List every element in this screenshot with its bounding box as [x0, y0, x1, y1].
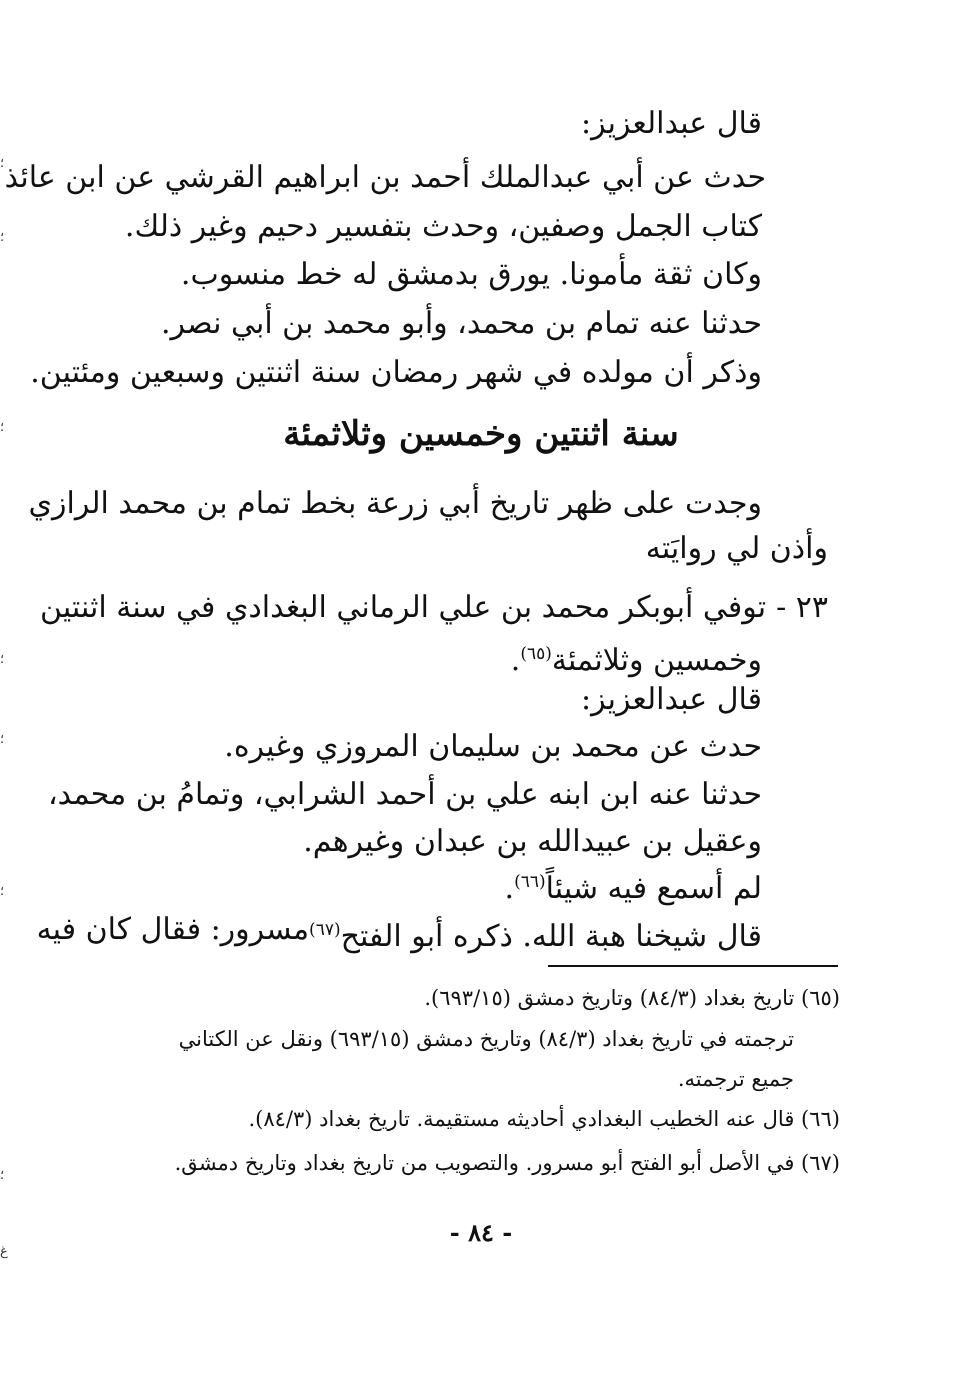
footnote: (٦٧) في الأصل أبو الفتح أبو مسرور. والتصويب من تاريخ بغداد وتاريخ دمشق. [174, 1151, 840, 1175]
footnote: (٦٥) تاريخ بغداد (٨٤/٣) وتاريخ دمشق (٦٩٣/١٥). [424, 986, 840, 1010]
footnote: (٦٦) قال عنه الخطيب البغدادي أحاديثه مستقيمة. تاريخ بغداد (٨٤/٣). [248, 1107, 840, 1131]
text-line-with-ref: وخمسين وثلاثمئة$^{(٦٥)}$. [510, 643, 762, 678]
entry-first-line [40, 588, 828, 628]
text-line: توفي أبوبكر محمد بن علي الرماني البغدادي في سنة اثنتين [40, 590, 767, 625]
margin-mark: ؛ [0, 652, 5, 667]
text-line: قال عبدالعزيز: [580, 682, 762, 717]
text-line-with-ref: قال شيخنا هبة الله. ذكره أبو الفتح$^{(٦٧)}$ مسرور: فقال كان فيه [36, 912, 762, 954]
margin-mark: ؛ [0, 884, 5, 899]
margin-mark: ؛ [0, 230, 5, 245]
footnote-ref[interactable]: (٦٧) [309, 920, 341, 940]
footnote: جميع ترجمته. [677, 1067, 794, 1091]
text-line-with-ref: لم أسمع فيه شيئاً$^{(٦٦)}$. [504, 871, 762, 906]
footnote: ترجمته في تاريخ بغداد (٨٤/٣) وتاريخ دمشق (٦٩٣/١٥) ونقل عن الكتاني [178, 1027, 794, 1051]
margin-mark: ؛ [0, 732, 5, 747]
text-line: قال عبدالعزيز: [580, 106, 762, 141]
text-line: حدثنا عنه تمام بن محمد، وأبو محمد بن أبي نصر. [160, 306, 762, 341]
text-line: وأذن لي روايَته [645, 531, 828, 566]
text-line: وجدت على ظهر تاريخ أبي زرعة بخط تمام بن محمد الرازي [28, 486, 762, 521]
text-line: حدث عن أبي عبدالملك أحمد بن ابراهيم القرشي عن ابن عائذ [4, 160, 766, 195]
footnote-separator [548, 965, 838, 967]
entry-number: ٢٣ - [776, 590, 828, 625]
text-line: وكان ثقة مأمونا. يورق بدمشق له خط منسوب. [180, 257, 762, 292]
footnote-ref[interactable]: (٦٥) [520, 644, 552, 664]
text-line: وعقيل بن عبيدالله بن عبدان وغيرهم. [303, 824, 762, 859]
section-heading: سنة اثنتين وخمسين وثلاثمئة [283, 414, 679, 454]
margin-mark: غ [0, 1244, 8, 1259]
page-number: - ٨٤ - [449, 1218, 513, 1247]
margin-mark: ؛ [0, 1168, 5, 1183]
margin-mark: ؛ [0, 156, 5, 171]
text-line: حدث عن محمد بن سليمان المروزي وغيره. [224, 729, 762, 764]
footnote-ref[interactable]: (٦٦) [514, 872, 546, 892]
text-line: حدثنا عنه ابن ابنه علي بن أحمد الشرابي، وتمامُ بن محمد، [47, 777, 762, 812]
text-line: وذكر أن مولده في شهر رمضان سنة اثنتين وسبعين ومئتين. [30, 355, 762, 390]
margin-mark: ؛ [0, 420, 5, 435]
text-line: كتاب الجمل وصفين، وحدث بتفسير دحيم وغير ذلك. [124, 209, 762, 244]
